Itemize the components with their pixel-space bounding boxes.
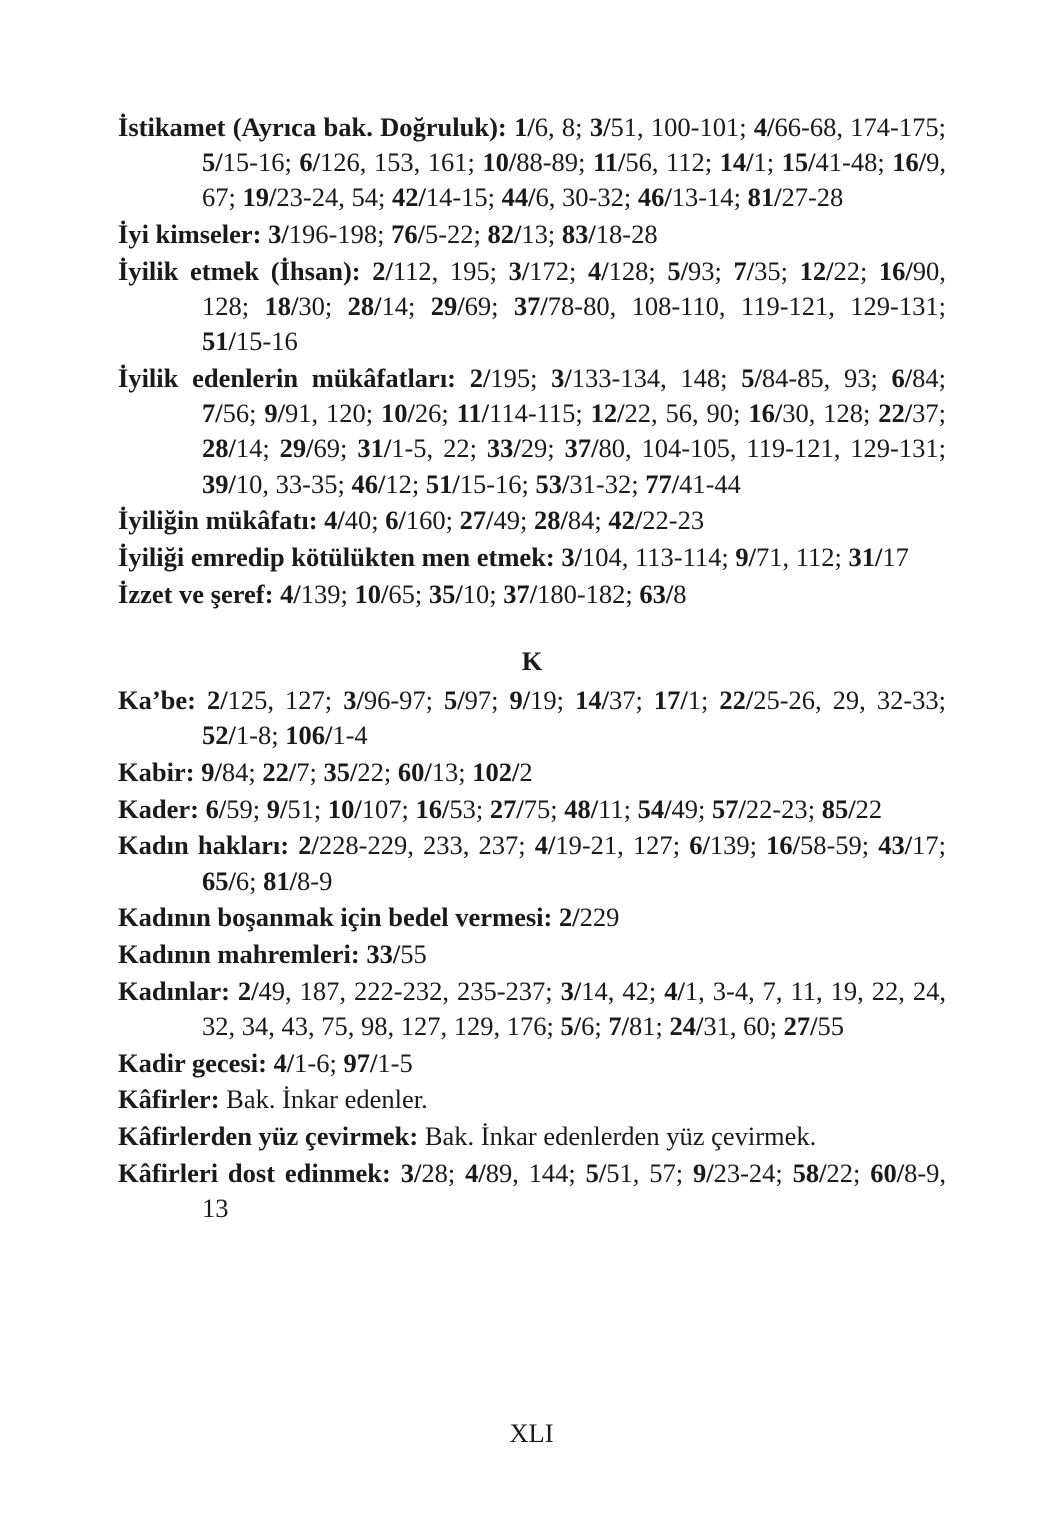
index-entry: İyiliği emredip kötülükten men etmek: 3/104, 113-114; 9/71, 112; 31/17	[118, 541, 909, 572]
verse-reference: 24/31, 60	[669, 1010, 770, 1041]
sura-number: 12/	[799, 255, 834, 286]
sura-number: 3/	[343, 685, 364, 716]
sura-number: 16/	[415, 793, 450, 824]
verse-reference: 7/81	[608, 1010, 656, 1041]
verse-reference: 48/11	[564, 793, 624, 824]
sura-number: 5/	[444, 685, 465, 716]
sura-number: 7/	[733, 255, 755, 286]
sura-number: 44/	[501, 182, 536, 213]
sura-number: 54/	[637, 793, 672, 824]
sura-number: 102/	[472, 756, 520, 787]
verse-reference: 9/84	[201, 756, 249, 787]
verse-reference: 5/84-85, 93	[741, 362, 871, 393]
sura-number: 3/	[560, 975, 582, 1006]
verse-reference: 37/78-80, 108-110, 119-121, 129-131	[513, 291, 939, 322]
verse-reference: 15/41-48	[781, 147, 878, 178]
verse-reference: 6/84	[891, 362, 939, 393]
sura-number: 22/	[878, 398, 913, 429]
verse-reference: 33/55	[366, 938, 427, 969]
verse-reference: 2/49, 187, 222-232, 235-237	[237, 975, 546, 1006]
sura-number: 14/	[719, 147, 754, 178]
verse-reference: 4/139	[280, 578, 341, 609]
sura-number: 2/	[237, 975, 259, 1006]
index-entry	[118, 1082, 946, 1117]
verse-reference: 27/75	[489, 793, 551, 824]
sura-number: 46/	[637, 182, 672, 213]
verse-reference: 12/22, 56, 90	[590, 398, 734, 429]
sura-number: 60/	[397, 756, 432, 787]
sura-number: 16/	[748, 398, 783, 429]
sura-number: 10/	[327, 793, 362, 824]
verse-reference: 83/18-28	[561, 219, 658, 250]
index-term: Kâfirleri dost edinmek:	[118, 1157, 391, 1188]
sura-number: 1/	[514, 112, 535, 142]
sura-number: 37/	[503, 578, 538, 609]
verse-reference: 85/22	[821, 793, 883, 824]
verse-reference: 14/37	[575, 685, 636, 716]
verse-reference: 6/126, 153, 161	[299, 147, 468, 178]
verse-reference: 31/1-5, 22	[357, 433, 470, 464]
sura-number: 42/	[391, 182, 426, 213]
verse-reference: 3/196-198	[268, 219, 378, 250]
sura-number: 6/	[205, 793, 227, 824]
index-entry: İyilik etmek (İhsan): 2/112, 195; 3/172; 4/128; 5/93; 7/35; 12/22; 16/90, 128; 18/30; 28/14; 29/69; 37/78-80, 108-110, 119-121, 129-131; 51/15-16	[118, 255, 946, 357]
sura-number: 51/	[202, 326, 236, 357]
sura-number: 35/	[323, 756, 358, 787]
verse-reference: 31/17	[848, 541, 909, 572]
sura-number: 6/	[299, 147, 320, 178]
verse-reference: 81/8-9	[263, 865, 333, 896]
verse-reference: 57/22-23	[711, 793, 808, 824]
index-entry: İyi kimseler: 3/196-198; 76/5-22; 82/13; 83/18-28	[118, 219, 658, 250]
verse-reference: 39/10, 33-35	[202, 468, 338, 499]
index-entry: Kadınlar: 2/49, 187, 222-232, 235-237; 3/14, 42; 4/1, 3-4, 7, 11, 19, 22, 24, 32, 34, 43, 75, 98, 127, 129, 176; 5/6; 7/81; 24/31, 60; 27/55	[118, 975, 947, 1041]
sura-number: 60/	[870, 1157, 905, 1188]
sura-number: 9/	[201, 756, 222, 787]
sura-number: 4/	[587, 255, 609, 286]
verse-reference: 29/69	[430, 291, 492, 322]
verse-reference: 28/14	[202, 433, 263, 464]
sura-number: 83/	[561, 219, 596, 250]
sura-number: 22/	[262, 756, 297, 787]
index-term: Kâfirler:	[118, 1084, 220, 1115]
index-entry	[118, 900, 946, 935]
verse-reference: 12/22	[799, 255, 860, 286]
sura-number: 22/	[719, 685, 754, 716]
sura-number: 4/	[534, 830, 556, 861]
verse-reference: 16/90, 128	[202, 255, 946, 322]
verse-reference: 54/49	[637, 793, 698, 824]
sura-number: 5/	[560, 1010, 582, 1041]
verse-reference: 11/56, 112	[592, 147, 705, 178]
verse-reference: 2/229	[558, 902, 620, 933]
verse-reference: 9/71, 112	[735, 541, 835, 572]
verse-reference: 35/22	[323, 756, 384, 787]
sura-number: 27/	[783, 1010, 818, 1041]
sura-number: 77/	[645, 468, 680, 499]
sura-number: 51/	[425, 468, 460, 499]
verse-reference: 5/6	[560, 1010, 595, 1041]
verse-reference: 46/13-14	[637, 182, 734, 213]
verse-reference: 6/160	[385, 505, 446, 536]
sura-number: 12/	[590, 398, 625, 429]
verse-reference: 11/114-115	[456, 398, 576, 429]
sura-number: 24/	[669, 1010, 704, 1041]
verse-reference: 19/23-24, 54	[242, 182, 378, 213]
sura-number: 2/	[372, 255, 393, 286]
index-entry: Kadir gecesi: 4/1-6; 97/1-5	[118, 1047, 413, 1078]
verse-reference: 14/1	[719, 147, 767, 178]
verse-reference: 28/84	[534, 505, 595, 536]
sura-number: 16/	[766, 830, 800, 861]
sura-number: 2/	[298, 830, 319, 861]
verse-reference: 7/56	[202, 398, 250, 429]
index-term: Kadir gecesi:	[118, 1047, 267, 1078]
sura-number: 9/	[509, 685, 531, 716]
index-term: Kabir:	[118, 756, 195, 787]
verse-reference: 60/13	[397, 756, 459, 787]
sura-number: 27/	[489, 793, 524, 824]
sura-number: 81/	[263, 865, 297, 896]
sura-number: 106/	[285, 720, 333, 751]
sura-number: 9/	[735, 541, 756, 572]
page-number: XLI	[509, 1418, 554, 1448]
verse-reference: 102/2	[472, 756, 533, 787]
verse-reference: 3/28	[400, 1157, 448, 1188]
index-term: İyiliği emredip kötülükten men etmek:	[118, 541, 555, 572]
sura-number: 4/	[280, 578, 301, 609]
verse-reference: 42/14-15	[391, 182, 488, 213]
sura-number: 11/	[456, 398, 490, 429]
sura-number: 42/	[608, 505, 643, 536]
index-page	[118, 110, 946, 1228]
verse-reference: 22/7	[262, 756, 310, 787]
verse-reference: 16/30, 128	[748, 398, 863, 429]
sura-number: 31/	[357, 433, 392, 464]
verse-reference: 10/26	[381, 398, 442, 429]
sura-number: 3/	[508, 255, 530, 286]
verse-reference: 65/6	[202, 865, 250, 896]
index-entry: Kabir: 9/84; 22/7; 35/22; 60/13; 102/2	[118, 756, 533, 787]
sura-number: 2/	[469, 362, 491, 393]
verse-reference: 9/51	[266, 793, 314, 824]
index-term: Kâfirlerden yüz çevirmek:	[118, 1120, 419, 1151]
index-term: Kadın hakları:	[118, 830, 290, 861]
sura-number: 18/	[264, 291, 299, 322]
verse-reference: 27/49	[459, 505, 521, 536]
verse-reference: 6/139	[689, 830, 750, 861]
sura-number: 7/	[202, 398, 223, 429]
verse-reference: 4/19-21, 127	[534, 830, 673, 861]
index-term: İyilik etmek (İhsan):	[118, 255, 361, 286]
verse-reference: 4/66-68, 174-175	[753, 112, 939, 142]
sura-number: 4/	[753, 112, 775, 142]
verse-reference: 43/17	[878, 830, 939, 861]
cross-reference: Bak. İnkar edenlerden yüz çevirmek.	[424, 1120, 817, 1151]
index-term: İyiliğin mükâfatı:	[118, 505, 318, 536]
sura-number: 5/	[585, 1157, 607, 1188]
verse-reference: 97/1-5	[343, 1047, 413, 1078]
index-entry: İstikamet (Ayrıca bak. Doğruluk): 1/6, 8; 3/51, 100-101; 4/66-68, 174-175; 5/15-16; 6/126, 153, 161; 10/88-89; 11/56, 112; 14/1; 15/41-48; 16/9, 67; 19/23-24, 54; 42/14-15; 44/6, 30-32; 46/13-14; 81/27-28	[118, 112, 946, 213]
cross-reference: Bak. İnkar edenler.	[226, 1084, 428, 1115]
sura-number: 14/	[575, 685, 609, 716]
index-term: İzzet ve şeref:	[118, 578, 274, 609]
sura-number: 3/	[268, 219, 289, 250]
verse-reference: 3/172	[508, 255, 569, 286]
sura-number: 43/	[878, 830, 913, 861]
verse-reference: 44/6, 30-32	[501, 182, 624, 213]
sura-number: 57/	[711, 793, 746, 824]
verse-reference: 6/59	[205, 793, 253, 824]
sura-number: 82/	[487, 219, 522, 250]
verse-reference: 27/55	[783, 1010, 844, 1041]
verse-reference: 22/25-26, 29, 32-33	[719, 685, 939, 716]
verse-reference: 1/6, 8	[514, 112, 576, 142]
sura-number: 10/	[381, 398, 415, 429]
verse-reference: 63/8	[639, 578, 687, 609]
verse-reference: 22/37	[878, 398, 939, 429]
verse-reference: 17/1	[653, 685, 701, 716]
verse-reference: 51/15-16	[425, 468, 522, 499]
verse-reference: 53/31-32	[535, 468, 632, 499]
verse-reference: 82/13	[487, 219, 548, 250]
verse-reference: 81/27-28	[747, 182, 844, 213]
sura-number: 52/	[202, 720, 236, 751]
sura-number: 5/	[667, 255, 688, 286]
index-term: Ka’be:	[118, 685, 197, 716]
verse-reference: 4/1, 3-4, 7, 11, 19, 22, 24, 32, 34, 43, 75, 98, 127, 129, 176	[202, 975, 947, 1041]
sura-number: 28/	[534, 505, 568, 536]
sura-number: 16/	[878, 255, 913, 286]
sura-number: 2/	[207, 685, 228, 716]
sura-number: 6/	[385, 505, 406, 536]
verse-reference: 10/65	[354, 578, 415, 609]
verse-reference: 9/23-24	[692, 1157, 776, 1188]
sura-number: 28/	[202, 433, 236, 464]
sura-number: 10/	[354, 578, 389, 609]
verse-reference: 5/93	[667, 255, 715, 286]
verse-reference: 106/1-4	[285, 720, 368, 751]
verse-reference: 42/22-23	[608, 505, 705, 536]
verse-reference: 10/88-89	[482, 147, 579, 178]
sura-number: 58/	[792, 1157, 827, 1188]
sura-number: 15/	[781, 147, 816, 178]
verse-reference: 46/12	[351, 468, 412, 499]
index-term: Kader:	[118, 793, 199, 824]
verse-reference: 35/10	[428, 578, 490, 609]
sura-number: 2/	[558, 902, 580, 933]
index-entry: Kadın hakları: 2/228-229, 233, 237; 4/19-21, 127; 6/139; 16/58-59; 43/17; 65/6; 81/8-9	[118, 830, 947, 896]
sura-number: 37/	[513, 291, 548, 322]
verse-reference: 76/5-22	[391, 219, 474, 250]
sura-number: 3/	[589, 112, 611, 142]
index-entry: Ka’be: 2/125, 127; 3/96-97; 5/97; 9/19; 14/37; 17/1; 22/25-26, 29, 32-33; 52/1-8; 106/1-4	[118, 685, 947, 751]
sura-number: 16/	[892, 147, 927, 178]
index-entry	[118, 937, 946, 972]
sura-number: 6/	[891, 362, 913, 393]
verse-reference: 37/180-182	[503, 578, 626, 609]
sura-number: 28/	[347, 291, 382, 322]
verse-reference: 2/195	[469, 362, 531, 393]
verse-reference: 29/69	[279, 433, 341, 464]
index-term: İstikamet (Ayrıca bak. Doğruluk):	[118, 112, 507, 142]
index-term: Kadının mahremleri:	[118, 938, 360, 969]
section-letter-heading: K	[521, 645, 543, 676]
verse-reference: 16/58-59	[766, 830, 862, 861]
verse-reference: 3/51, 100-101	[589, 112, 740, 142]
index-entry: İyiliğin mükâfatı: 4/40; 6/160; 27/49; 28/84; 42/22-23	[118, 505, 705, 536]
verse-reference: 3/14, 42	[560, 975, 649, 1006]
index-entry: Kader: 6/59; 9/51; 10/107; 16/53; 27/75; 48/11; 54/49; 57/22-23; 85/22	[118, 793, 883, 824]
index-group-k	[118, 683, 946, 1226]
sura-number: 9/	[692, 1157, 714, 1188]
verse-reference: 4/128	[587, 255, 649, 286]
sura-number: 48/	[564, 793, 599, 824]
sura-number: 85/	[821, 793, 856, 824]
sura-number: 4/	[273, 1047, 295, 1078]
sura-number: 6/	[689, 830, 710, 861]
sura-number: 29/	[430, 291, 465, 322]
sura-number: 53/	[535, 468, 570, 499]
verse-reference: 3/104, 113-114	[561, 541, 722, 572]
verse-reference: 2/125, 127	[207, 685, 325, 716]
sura-number: 10/	[482, 147, 517, 178]
verse-reference: 28/14	[347, 291, 408, 322]
verse-reference: 4/40	[324, 505, 372, 536]
sura-number: 27/	[459, 505, 494, 536]
sura-number: 17/	[653, 685, 688, 716]
sura-number: 5/	[202, 147, 223, 178]
sura-number: 97/	[343, 1047, 378, 1078]
sura-number: 31/	[848, 541, 883, 572]
sura-number: 7/	[608, 1010, 629, 1041]
verse-reference: 2/112, 195	[372, 255, 490, 286]
verse-reference: 77/41-44	[645, 468, 741, 499]
verse-reference: 9/19	[509, 685, 557, 716]
sura-number: 33/	[486, 433, 521, 464]
verse-reference: 16/53	[415, 793, 476, 824]
verse-reference: 10/107	[327, 793, 402, 824]
sura-number: 11/	[592, 147, 626, 178]
index-term: İyilik edenlerin mükâfatları:	[118, 362, 457, 393]
verse-reference: 3/133-134, 148	[551, 362, 721, 393]
sura-number: 76/	[391, 219, 425, 250]
verse-reference: 5/97	[444, 685, 492, 716]
index-entry	[118, 1119, 946, 1154]
verse-reference: 60/8-9, 13	[202, 1157, 947, 1223]
verse-reference: 4/89, 144	[465, 1157, 569, 1188]
sura-number: 9/	[264, 398, 285, 429]
sura-number: 19/	[242, 182, 277, 213]
sura-number: 4/	[465, 1157, 486, 1188]
sura-number: 65/	[202, 865, 236, 896]
verse-reference: 33/29	[486, 433, 548, 464]
verse-reference: 7/35	[733, 255, 781, 286]
verse-reference: 5/15-16	[202, 147, 285, 178]
sura-number: 33/	[366, 938, 401, 969]
verse-reference: 52/1-8	[202, 720, 272, 751]
sura-number: 3/	[400, 1157, 422, 1188]
verse-reference: 2/228-229, 233, 237	[298, 830, 519, 861]
index-entry: İyilik edenlerin mükâfatları: 2/195; 3/133-134, 148; 5/84-85, 93; 6/84; 7/56; 9/91, 120; 10/26; 11/114-115; 12/22, 56, 90; 16/30, 128; 22/37; 28/14; 29/69; 31/1-5, 22; 33/29; 37/80, 104-105, 119-121, 129-131; 39/10, 33-35; 46/12; 51/15-16; 53/31-32; 77/41-44	[118, 362, 946, 499]
sura-number: 5/	[741, 362, 762, 393]
verse-reference: 9/91, 120	[264, 398, 366, 429]
sura-number: 9/	[266, 793, 288, 824]
index-group-i	[118, 110, 946, 612]
index-entry: Kâfirleri dost edinmek: 3/28; 4/89, 144; 5/51, 57; 9/23-24; 58/22; 60/8-9, 13	[118, 1157, 947, 1223]
index-term: Kadının boşanmak için bedel vermesi:	[118, 902, 553, 933]
sura-number: 46/	[351, 468, 386, 499]
sura-number: 29/	[279, 433, 314, 464]
sura-number: 39/	[202, 468, 236, 499]
verse-reference: 18/30	[264, 291, 325, 322]
verse-reference: 51/15-16	[202, 326, 298, 357]
verse-reference: 37/80, 104-105, 119-121, 129-131	[564, 433, 939, 464]
index-term: İyi kimseler:	[118, 219, 262, 250]
verse-reference: 4/1-6	[273, 1047, 330, 1078]
sura-number: 4/	[324, 505, 345, 536]
sura-number: 37/	[564, 433, 599, 464]
sura-number: 4/	[664, 975, 685, 1006]
sura-number: 35/	[428, 578, 463, 609]
sura-number: 63/	[639, 578, 674, 609]
verse-reference: 5/51, 57	[585, 1157, 676, 1188]
sura-number: 3/	[561, 541, 583, 572]
index-entry: İzzet ve şeref: 4/139; 10/65; 35/10; 37/180-182; 63/8	[118, 578, 687, 609]
sura-number: 81/	[747, 182, 782, 213]
index-term: Kadınlar:	[118, 975, 230, 1006]
verse-reference: 58/22	[792, 1157, 853, 1188]
sura-number: 3/	[551, 362, 572, 393]
verse-reference: 3/96-97	[343, 685, 426, 716]
verse-reference: 16/9, 67	[202, 147, 946, 213]
